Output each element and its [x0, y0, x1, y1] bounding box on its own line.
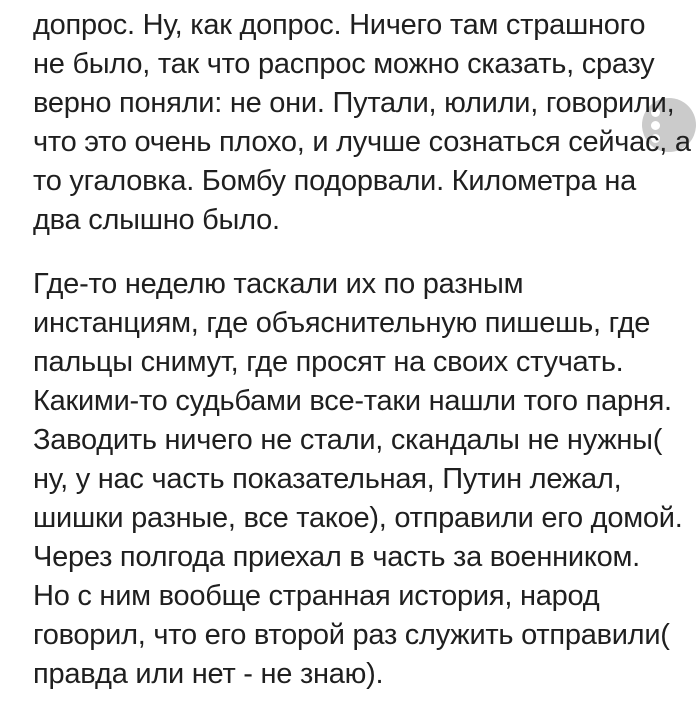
text-line: не было, так что распрос можно сказать, сразу — [33, 48, 655, 80]
text-line: то угаловка. Бомбу подорвали. Километра на — [33, 165, 636, 197]
text-line: ну, у нас часть показательная, Путин лежал, — [33, 463, 622, 495]
paragraph — [33, 265, 686, 694]
text-line: пальцы снимут, где просят на своих стучать. — [33, 346, 624, 378]
text-line: допрос. Ну, как допрос. Ничего там страшного — [33, 9, 646, 41]
text-line: Через полгода приехал в часть за военником. — [33, 541, 640, 573]
text-line: Но с ним вообще странная история, народ — [33, 580, 600, 612]
text-line: верно поняли: не они. Путали, юлили, говорили, — [33, 87, 675, 119]
text-line: говорил, что его второй раз служить отправили( — [33, 619, 670, 651]
text-line: шишки разные, все такое), отправили его домой. — [33, 502, 683, 534]
text-line: Какими-то судьбами все-таки нашли того парня. — [33, 385, 672, 417]
text-line: правда или нет - не знаю). — [33, 658, 384, 690]
paragraph — [33, 6, 691, 240]
text-line: инстанциям, где объяснительную пишешь, где — [33, 307, 651, 339]
text-line: Где-то неделю таскали их по разным — [33, 268, 524, 300]
text-line: Заводить ничего не стали, скандалы не нужны( — [33, 424, 663, 456]
text-line: что это очень плохо, и лучше сознаться сейчас, а — [33, 126, 691, 158]
text-line: два слышно было. — [33, 204, 280, 236]
